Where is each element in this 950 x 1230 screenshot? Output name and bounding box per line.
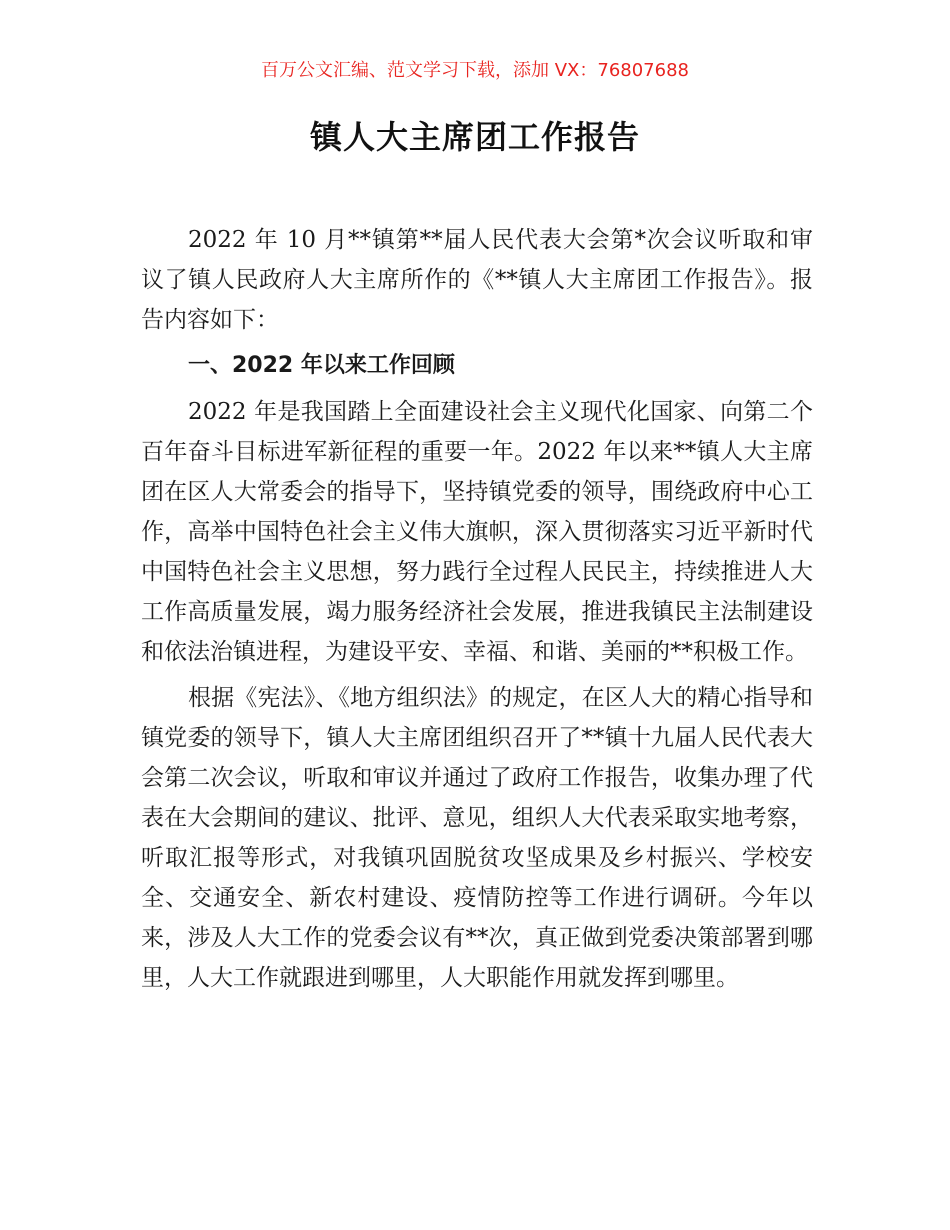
document-title: 镇人大主席团工作报告 (309, 118, 640, 156)
section-heading: 一、2022 年以来工作回顾 (188, 353, 455, 378)
body-paragraph-2: 根据《宪法》、《地方组织法》的规定，在区人大的精心指导和镇党委的领导下，镇人大主席团组织召开了**镇十九届人民代表大会第二次会议，听取和审议并通过了政府工作报告，收集办理了代表在大会期间的建议、批评、意见，组织人大代表采取实地考察，听取汇报等形式，对我镇巩固脱贫攻坚成果及乡村振兴、学校安全、交通安全、新农村建设、疫情防控等工作进行调研。今年以来，涉及人大工作的党委会议有**次，真正做到党委决策部署到哪里，人大工作就跟进到哪里，人大职能作用就发挥到哪里。 (141, 685, 813, 991)
watermark-header: 百万公文汇编、范文学习下载，添加 VX：76807688 (261, 60, 689, 81)
intro-paragraph: 2022 年 10 月**镇第**届人民代表大会第*次会议听取和审议了镇人民政府人大主席所作的《**镇人大主席团工作报告》。报告内容如下： (141, 227, 813, 333)
body-paragraph-1: 2022 年是我国踏上全面建设社会主义现代化国家、向第二个百年奋斗目标进军新征程的重要一年。2022 年以来**镇人大主席团在区人大常委会的指导下，坚持镇党委的领导，围绕政府中心工作，高举中国特色社会主义伟大旗帜，深入贯彻落实习近平新时代中国特色社会主义思想，努力践行全过程人民民主，持续推进人大工作高质量发展，竭力服务经济社会发展，推进我镇民主法制建设和依法治镇进程，为建设平安、幸福、和谐、美丽的**积极工作。 (141, 399, 813, 665)
document-body (141, 220, 813, 1004)
